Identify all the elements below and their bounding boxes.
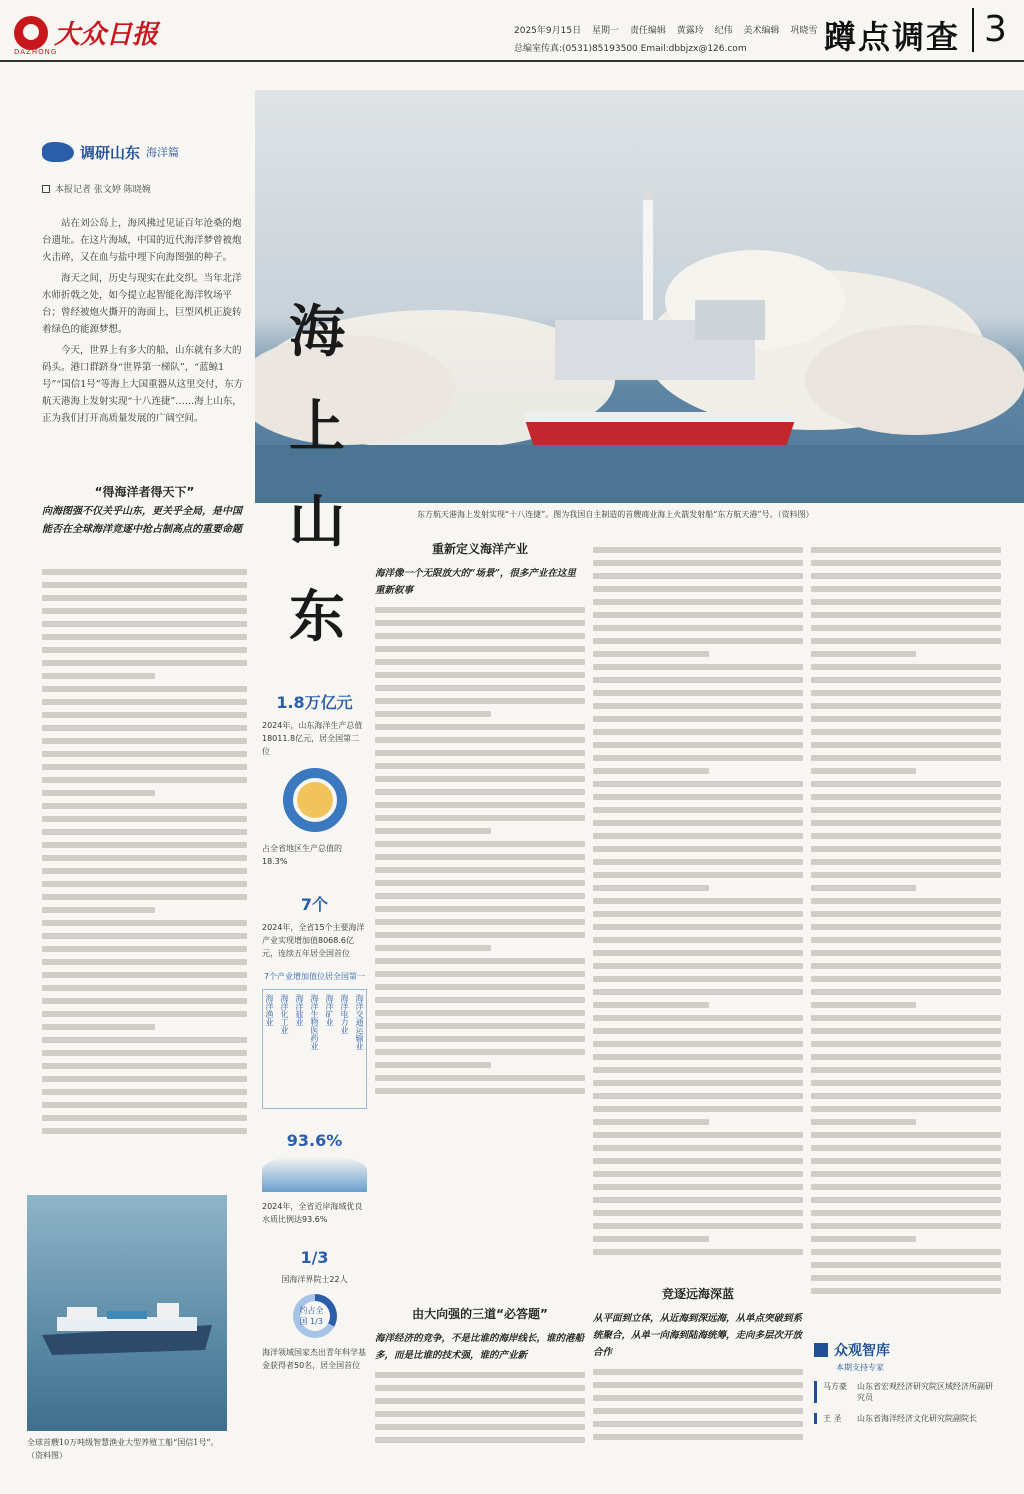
body-text-line (42, 894, 247, 900)
body-text-line (42, 985, 247, 991)
body-text-line (593, 1408, 803, 1414)
body-text-line (593, 846, 803, 852)
hero-photo-launch (255, 90, 1024, 503)
issue-date: 2025年9月15日 (514, 26, 582, 36)
body-text-line (42, 1089, 247, 1095)
body-text-line (375, 776, 585, 782)
body-text-line (375, 906, 585, 912)
body-text-line (811, 560, 1001, 566)
intro-text (42, 215, 247, 427)
body-text-line (375, 607, 585, 613)
article-column-1b (375, 1305, 585, 1475)
body-text-line (375, 880, 585, 886)
art-editor-label: 美术编辑 (743, 26, 780, 36)
body-text-line (42, 621, 247, 627)
title-char: 上 (289, 395, 345, 460)
body-text-line (811, 1067, 1001, 1073)
body-text-line (811, 833, 1001, 839)
body-text-line (593, 963, 803, 969)
body-text-line (593, 1028, 803, 1034)
body-text-line (811, 1236, 916, 1242)
body-text-line (375, 971, 585, 977)
body-text-line (811, 1249, 1001, 1255)
left-body-text (42, 562, 247, 1177)
body-text-line (811, 755, 1001, 761)
body-text-line (811, 664, 1001, 670)
body-text-line (375, 997, 585, 1003)
body-text-line (375, 984, 585, 990)
body-text-line (375, 698, 585, 704)
logo-sub: DAZHONG (14, 48, 58, 56)
section-title: 蹲点调查 (824, 18, 961, 56)
body-text-line (375, 789, 585, 795)
body-text-line (593, 1132, 803, 1138)
gdp-share-icon (283, 768, 347, 832)
body-text-line (593, 703, 803, 709)
body-text-line (811, 937, 1001, 943)
title-char: 海 (289, 300, 345, 365)
body-text-line (42, 1037, 247, 1043)
body-text-line (811, 1197, 1001, 1203)
body-text-line (42, 972, 247, 978)
body-text-line (42, 569, 247, 575)
stat-description: 2024年，山东海洋生产总值18011.8亿元，居全国第二位 (262, 721, 363, 756)
body-text-line (375, 958, 585, 964)
body-text-line (593, 1434, 803, 1440)
body-text-line (593, 560, 803, 566)
expert-entry (814, 1381, 994, 1403)
body-text-line (593, 1249, 803, 1255)
body-text-line (42, 920, 247, 926)
body-text-line (593, 781, 803, 787)
body-text-line (593, 547, 803, 553)
expert-entry (814, 1413, 994, 1424)
stat-description: 国海洋界院士22人 (281, 1275, 348, 1284)
body-text-line (375, 737, 585, 743)
body-text-line (811, 846, 1001, 852)
body-text-line (375, 802, 585, 808)
body-text-line (375, 932, 585, 938)
body-text-line (811, 1184, 1001, 1190)
article-column-1 (375, 540, 585, 1260)
body-text-line (375, 867, 585, 873)
body-text-line (593, 742, 803, 748)
body-text-line (375, 854, 585, 860)
body-text-line (593, 677, 803, 683)
body-text-line (42, 777, 247, 783)
body-text-line (811, 599, 1001, 605)
body-text-line (811, 1275, 1001, 1281)
body-text-line (811, 1210, 1001, 1216)
body-text-line (375, 724, 585, 730)
body-text-line (593, 1171, 803, 1177)
industry-item: 海洋生物医药业 (310, 994, 319, 1050)
industry-item: 海洋电力业 (340, 994, 349, 1034)
body-text-line (42, 582, 247, 588)
body-text-line (42, 881, 247, 887)
body-text-line (811, 625, 1001, 631)
body-text-line (375, 1385, 585, 1391)
body-text-line (811, 547, 1001, 553)
feature-title (282, 285, 352, 665)
body-text-line (42, 868, 247, 874)
body-text-line (42, 1128, 247, 1134)
stat-number: 7个 (300, 895, 329, 914)
body-text-line (811, 612, 1001, 618)
body-text-line (811, 976, 1001, 982)
body-text-line (375, 711, 491, 717)
body-text-line (42, 933, 247, 939)
body-text-line (42, 816, 247, 822)
body-text-line (593, 1421, 803, 1427)
think-tank-box (814, 1340, 994, 1434)
industry-list (262, 989, 367, 1109)
expert-name: 王 圣 (823, 1414, 842, 1423)
body-text-line (811, 1106, 1001, 1112)
body-text-line (593, 1369, 803, 1375)
hero-caption: 东方航天港海上发射实现“十八连捷”。图为我国自主制造的首艘商业海上火箭发射船“东方航天港”号。（资料图） (417, 510, 814, 519)
body-text-line (42, 751, 247, 757)
stat-description: 2024年，全省15个主要海洋产业实现增加值8068.6亿元，连续五年居全国首位 (262, 923, 365, 958)
body-text-line (593, 924, 803, 930)
body-text-line (42, 946, 247, 952)
body-text-line (811, 794, 1001, 800)
body-text-line (375, 763, 585, 769)
column-brand (42, 140, 247, 164)
body-text-line (811, 768, 916, 774)
designer-name: 纪伟 (714, 26, 733, 36)
body-text-line (42, 608, 247, 614)
body-text-line (593, 612, 803, 618)
body-text-line (375, 841, 585, 847)
body-text-line (42, 1011, 247, 1017)
stats-sidebar (262, 690, 367, 1372)
body-text-line (593, 1158, 803, 1164)
industry-item: 海洋渔业 (265, 994, 274, 1026)
byline-text: 本报记者 张文婷 陈晓婉 (55, 185, 151, 195)
body-text-line (593, 716, 803, 722)
body-text-line (593, 989, 803, 995)
shandong-map-icon (42, 142, 74, 162)
body-text-line (593, 651, 709, 657)
brand-name: 调研山东 (80, 143, 141, 162)
pie-icon (293, 1294, 337, 1338)
body-text-line (42, 725, 247, 731)
body-text-line (375, 1088, 585, 1094)
pie-label: 约占全国 1/3 (300, 1301, 330, 1331)
body-text-line (811, 1015, 1001, 1021)
article-lead: 从平面到立体，从近海到深远海，从单点突破到系统聚合，从单一向海到陆海统筹，走向多层次开放合作 (593, 1313, 803, 1358)
body-text-line (811, 1223, 1001, 1229)
article-subhead: 由大向强的三道“必答题” (412, 1307, 548, 1321)
body-text-line (375, 1372, 585, 1378)
left-lead: 向海图强不仅关乎山东，更关乎全局，是中国能否在全球海洋竞逐中抢占制高点的重要命题 (42, 506, 242, 535)
body-text-line (42, 1076, 247, 1082)
fishing-vessel-photo (27, 1195, 227, 1431)
expert-org: 山东省海洋经济文化研究院副院长 (857, 1414, 977, 1423)
body-text-line (42, 998, 247, 1004)
industry-item: 海洋盐业 (295, 994, 304, 1026)
body-text-line (375, 1023, 585, 1029)
body-text-line (42, 907, 155, 913)
stat-extra: 海洋领域国家杰出青年科学基金获得者50名，居全国首位 (262, 1348, 366, 1370)
body-text-line (811, 1080, 1001, 1086)
body-text-line (593, 1145, 803, 1151)
byline-box-icon (42, 185, 50, 193)
body-text-line (593, 859, 803, 865)
think-tank-sub: 本期支持专家 (836, 1363, 884, 1372)
body-text-line (593, 1119, 709, 1125)
body-text-line (375, 919, 585, 925)
body-text-line (42, 764, 247, 770)
body-text-line (811, 911, 1001, 917)
body-text-line (593, 586, 803, 592)
body-text-line (811, 872, 1001, 878)
body-text-line (593, 1054, 803, 1060)
article-column-3 (811, 540, 1001, 1320)
article-lead: 海洋像一个无限放大的“场景”，很多产业在这里重新叙事 (375, 568, 576, 596)
body-text-line (42, 686, 247, 692)
article-lead: 海洋经济的竞争，不是比谁的海岸线长，谁的港船多，而是比谁的技术强，谁的产业新 (375, 1333, 585, 1361)
body-text-line (811, 1171, 1001, 1177)
body-text-line (593, 755, 803, 761)
body-text-line (42, 712, 247, 718)
article-subhead: 竞逐远海深蓝 (661, 1287, 734, 1301)
body-text-line (42, 959, 247, 965)
body-text-line (42, 855, 247, 861)
stat-extra: 7个产业增加值位居全国第一 (263, 972, 366, 981)
body-text-line (593, 950, 803, 956)
body-text-line (593, 1382, 803, 1388)
editor-label: 责任编辑 (629, 26, 666, 36)
body-text-line (811, 898, 1001, 904)
title-char: 山 (289, 490, 345, 555)
body-text-line (811, 573, 1001, 579)
masthead (0, 0, 1024, 62)
body-text-line (593, 729, 803, 735)
body-text-line (42, 634, 247, 640)
body-text-line (375, 685, 585, 691)
body-text-line (811, 807, 1001, 813)
body-text-line (593, 794, 803, 800)
body-text-line (375, 620, 585, 626)
body-text-line (593, 1015, 803, 1021)
stat-number: 93.6% (286, 1131, 343, 1150)
body-text-line (42, 1024, 155, 1030)
hotline: 总编室传真:(0531)85193500 Email:dbbjzx@126.com (514, 44, 747, 54)
body-text-line (42, 660, 247, 666)
body-text-line (593, 1184, 803, 1190)
body-text-line (593, 1223, 803, 1229)
body-text-line (811, 703, 1001, 709)
think-tank-title: 众观智库 (814, 1340, 994, 1360)
body-text-line (593, 1236, 709, 1242)
body-text-line (42, 1063, 247, 1069)
art-editor-name: 巩晓雪 (790, 26, 818, 36)
logo-mark-icon (14, 16, 48, 50)
body-text-line (811, 924, 1001, 930)
body-text-line (811, 1093, 1001, 1099)
body-text-line (811, 638, 1001, 644)
body-text-line (375, 1398, 585, 1404)
body-text-line (811, 950, 1001, 956)
rocket-launch-illustration (255, 90, 1024, 503)
body-text-line (593, 690, 803, 696)
body-text-line (375, 828, 491, 834)
body-text-line (811, 1041, 1001, 1047)
body-text-line (593, 1080, 803, 1086)
title-char: 东 (289, 585, 345, 650)
article-column-2b (593, 1285, 803, 1475)
body-text-line (811, 1132, 1001, 1138)
body-text-line (375, 646, 585, 652)
body-text-line (593, 1197, 803, 1203)
body-text-line (375, 672, 585, 678)
body-text-line (375, 815, 585, 821)
left-photo-caption: 全球首艘10万吨级智慧渔业大型养殖工船“国信1号”。（资料图） (27, 1438, 219, 1460)
left-intro-column (42, 140, 247, 431)
article-column-2 (593, 540, 803, 1280)
body-text-line (42, 842, 247, 848)
body-text-line (593, 1067, 803, 1073)
body-text-line (375, 1049, 585, 1055)
body-text-line (593, 937, 803, 943)
stat-extra: 占全省地区生产总值的18.3% (262, 844, 342, 866)
body-text-line (811, 859, 1001, 865)
expert-org: 山东省宏观经济研究院区域经济所副研究员 (857, 1382, 993, 1402)
body-text-line (375, 633, 585, 639)
body-text-line (42, 829, 247, 835)
body-text-line (42, 1115, 247, 1121)
stat-number: 1/3 (300, 1248, 329, 1267)
body-text-line (811, 1002, 916, 1008)
body-text-line (375, 1411, 585, 1417)
body-text-line (375, 1036, 585, 1042)
body-text-line (42, 647, 247, 653)
body-text-line (811, 820, 1001, 826)
body-text-line (375, 945, 491, 951)
body-text-line (593, 573, 803, 579)
expert-name: 马方豪 (823, 1382, 847, 1391)
body-text-line (42, 1050, 247, 1056)
body-text-line (593, 1002, 709, 1008)
body-text-line (811, 1028, 1001, 1034)
byline (42, 182, 247, 195)
body-text-line (593, 898, 803, 904)
body-text-line (811, 963, 1001, 969)
body-text-line (593, 599, 803, 605)
body-text-line (811, 1262, 1001, 1268)
body-text-line (593, 911, 803, 917)
body-text-line (593, 768, 709, 774)
stat-number: 1.8万亿元 (276, 693, 353, 712)
body-text-line (811, 1158, 1001, 1164)
wave-icon (262, 1156, 367, 1192)
body-text-line (375, 1062, 491, 1068)
body-text-line (375, 1010, 585, 1016)
industry-item: 海洋化工业 (280, 994, 289, 1034)
brand-sub: 海洋篇 (146, 146, 180, 159)
body-text-line (811, 677, 1001, 683)
body-text-line (375, 1437, 585, 1443)
body-text-line (42, 673, 155, 679)
body-text-line (42, 803, 247, 809)
body-text-line (811, 989, 1001, 995)
body-text-line (811, 781, 1001, 787)
header-info (514, 22, 825, 58)
intro-paragraph: 今天，世界上有多大的船，山东就有多大的码头。港口群跻身“世界第一梯队”，“蓝鲸1号”“国信1号”等海上大国重器从这里交付，东方航天港海上发射实现“十八连捷”……海上山东，正为我们打开高质量发展的广阔空间。 (42, 345, 244, 424)
body-text-line (593, 625, 803, 631)
body-text-line (811, 716, 1001, 722)
body-text-line (593, 664, 803, 670)
body-text-line (811, 885, 916, 891)
body-text-line (811, 1288, 1001, 1294)
body-text-line (593, 807, 803, 813)
body-text-line (811, 1145, 1001, 1151)
newspaper-logo (14, 14, 158, 51)
body-text-line (593, 1106, 803, 1112)
intro-paragraph: 站在刘公岛上，海风拂过见证百年沧桑的炮台遗址。在这片海域，中国的近代海洋梦曾被炮火击碎，又在血与盐中埋下向海图强的种子。 (42, 218, 242, 263)
body-text-line (375, 893, 585, 899)
body-text-line (811, 651, 916, 657)
body-text-line (375, 750, 585, 756)
left-subhead: “得海洋者得天下” (94, 485, 195, 499)
body-text-line (811, 1054, 1001, 1060)
body-text-line (375, 1075, 585, 1081)
article-subhead: 重新定义海洋产业 (431, 542, 528, 556)
industry-item: 海洋矿业 (325, 994, 334, 1026)
issue-weekday: 星期一 (591, 26, 619, 36)
body-text-line (593, 1395, 803, 1401)
body-text-line (811, 729, 1001, 735)
industry-item: 海洋交通运输业 (355, 994, 364, 1050)
body-text-line (811, 742, 1001, 748)
body-text-line (811, 1119, 916, 1125)
body-text-line (42, 1102, 247, 1108)
body-text-line (593, 976, 803, 982)
body-text-line (42, 790, 155, 796)
body-text-line (811, 586, 1001, 592)
body-text-line (593, 1210, 803, 1216)
intro-paragraph: 海天之间，历史与现实在此交织。当年北洋水师折戟之处，如今提立起智能化海洋牧场平台；曾经被炮火撕开的海面上，巨型风机正旋转着绿色的能源梦想。 (42, 273, 242, 335)
body-text-line (375, 1424, 585, 1430)
page-number: 3 (972, 8, 1007, 52)
body-text-line (593, 820, 803, 826)
body-text-line (42, 595, 247, 601)
body-text-line (42, 738, 247, 744)
body-text-line (593, 1093, 803, 1099)
body-text-line (593, 1041, 803, 1047)
body-text-line (593, 833, 803, 839)
body-text-line (593, 885, 709, 891)
body-text-line (811, 690, 1001, 696)
body-text-line (593, 872, 803, 878)
stat-description: 2024年，全省近岸海域优良水质比例达93.6% (262, 1202, 363, 1224)
logo-text: 大众日报 (54, 20, 159, 50)
vessel-illustration (37, 1295, 217, 1365)
body-text-line (42, 699, 247, 705)
body-text-line (593, 638, 803, 644)
body-text-line (375, 659, 585, 665)
editor-name: 黄露玲 (676, 26, 704, 36)
